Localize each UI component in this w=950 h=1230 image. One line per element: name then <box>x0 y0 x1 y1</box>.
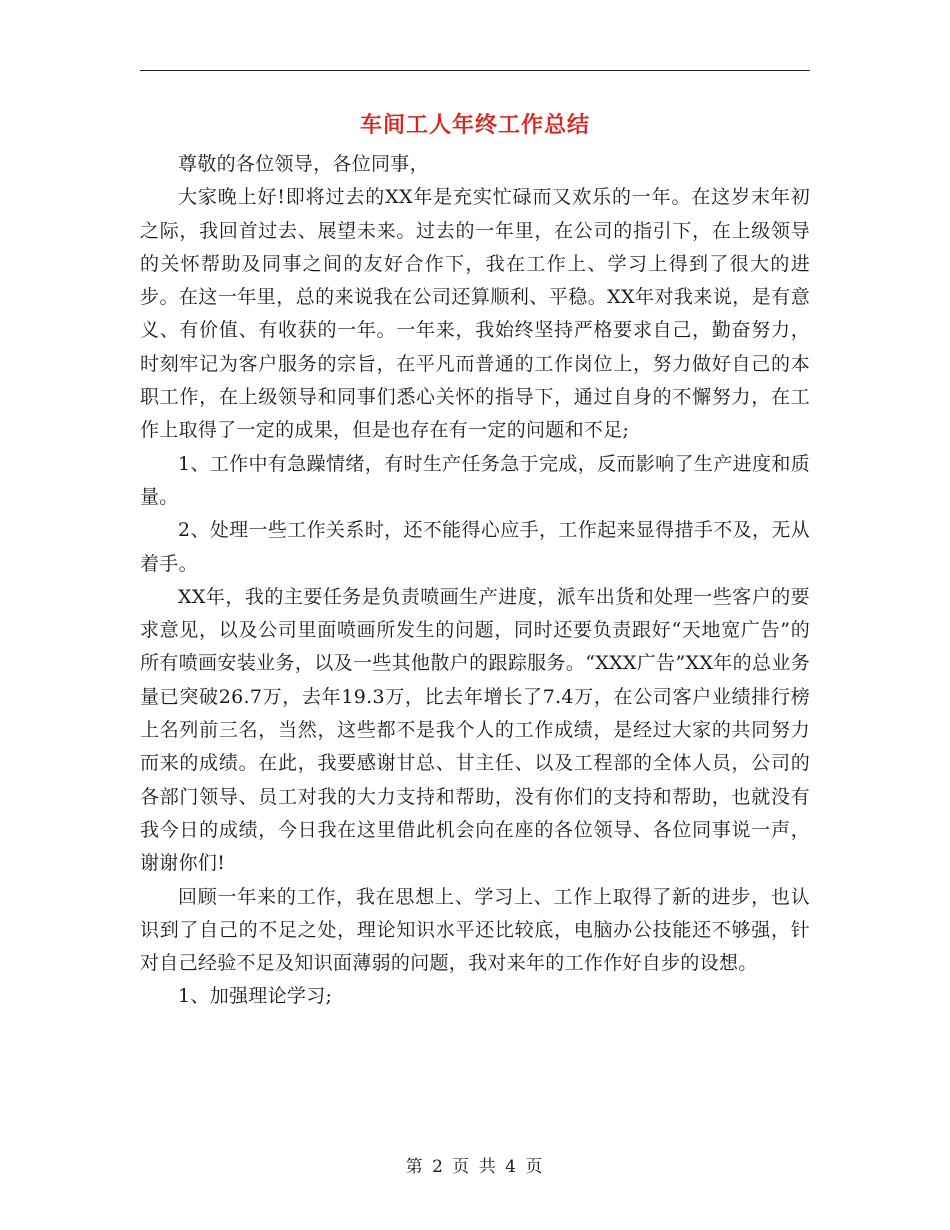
paragraph-intro: 大家晚上好!即将过去的XX年是充实忙碌而又欢乐的一年。在这岁末年初之际，我回首过去、展望未来。过去的一年里，在公司的指引下，在上级领导的关怀帮助及同事之间的友好合作下，我在工作上、学习上得到了很大的进步。在这一年里，总的来说我在公司还算顺利、平稳。XX年对我来说，是有意义、有价值、有收获的一年。一年来，我始终坚持严格要求自己，勤奋努力，时刻牢记为客户服务的宗旨，在平凡而普通的工作岗位上，努力做好自己的本职工作，在上级领导和同事们悉心关怀的指导下，通过自身的不懈努力，在工作上取得了一定的成果，但是也存在有一定的问题和不足; <box>140 186 810 442</box>
document-body <box>140 148 810 1014</box>
paragraph-tasks: XX年，我的主要任务是负责喷画生产进度，派车出货和处理一些客户的要求意见，以及公司里面喷画所发生的问题，同时还要负责跟好“天地宽广告”的所有喷画安装业务，以及一些其他散户的跟踪服务。“XXX广告”XX年的总业务量已突破26.7万，去年19.3万，比去年增长了7.4万，在公司客户业绩排行榜上名列前三名，当然，这些都不是我个人的工作成绩，是经过大家的共同努力而来的成绩。在此，我要感谢甘总、甘主任、以及工程部的全体人员，公司的各部门领导、员工对我的大力支持和帮助，没有你们的支持和帮助，也就没有我今日的成绩，今日我在这里借此机会向在座的各位领导、各位同事说一声，谢谢你们! <box>140 585 810 875</box>
paragraph-plan-1: 1、加强理论学习; <box>178 985 333 1008</box>
paragraph-greeting: 尊敬的各位领导，各位同事， <box>178 153 429 175</box>
paragraph-issue-1: 1、工作中有急躁情绪，有时生产任务急于完成，反而影响了生产进度和质量。 <box>140 452 810 508</box>
paragraph-issue-2: 2、处理一些工作关系时，还不能得心应手，工作起来显得措手不及，无从着手。 <box>140 519 810 575</box>
paragraph-review: 回顾一年来的工作，我在思想上、学习上、工作上取得了新的进步，也认识到了自己的不足之处，理论知识水平还比较底，电脑办公技能还不够强，针对自己经验不足及知识面薄弱的问题，我对来年的工作作好自步的设想。 <box>140 885 810 975</box>
page-footer: 第 2 页 共 4 页 <box>405 1157 545 1177</box>
document-title: 车间工人年终工作总结 <box>359 113 590 138</box>
header-rule <box>140 70 810 71</box>
